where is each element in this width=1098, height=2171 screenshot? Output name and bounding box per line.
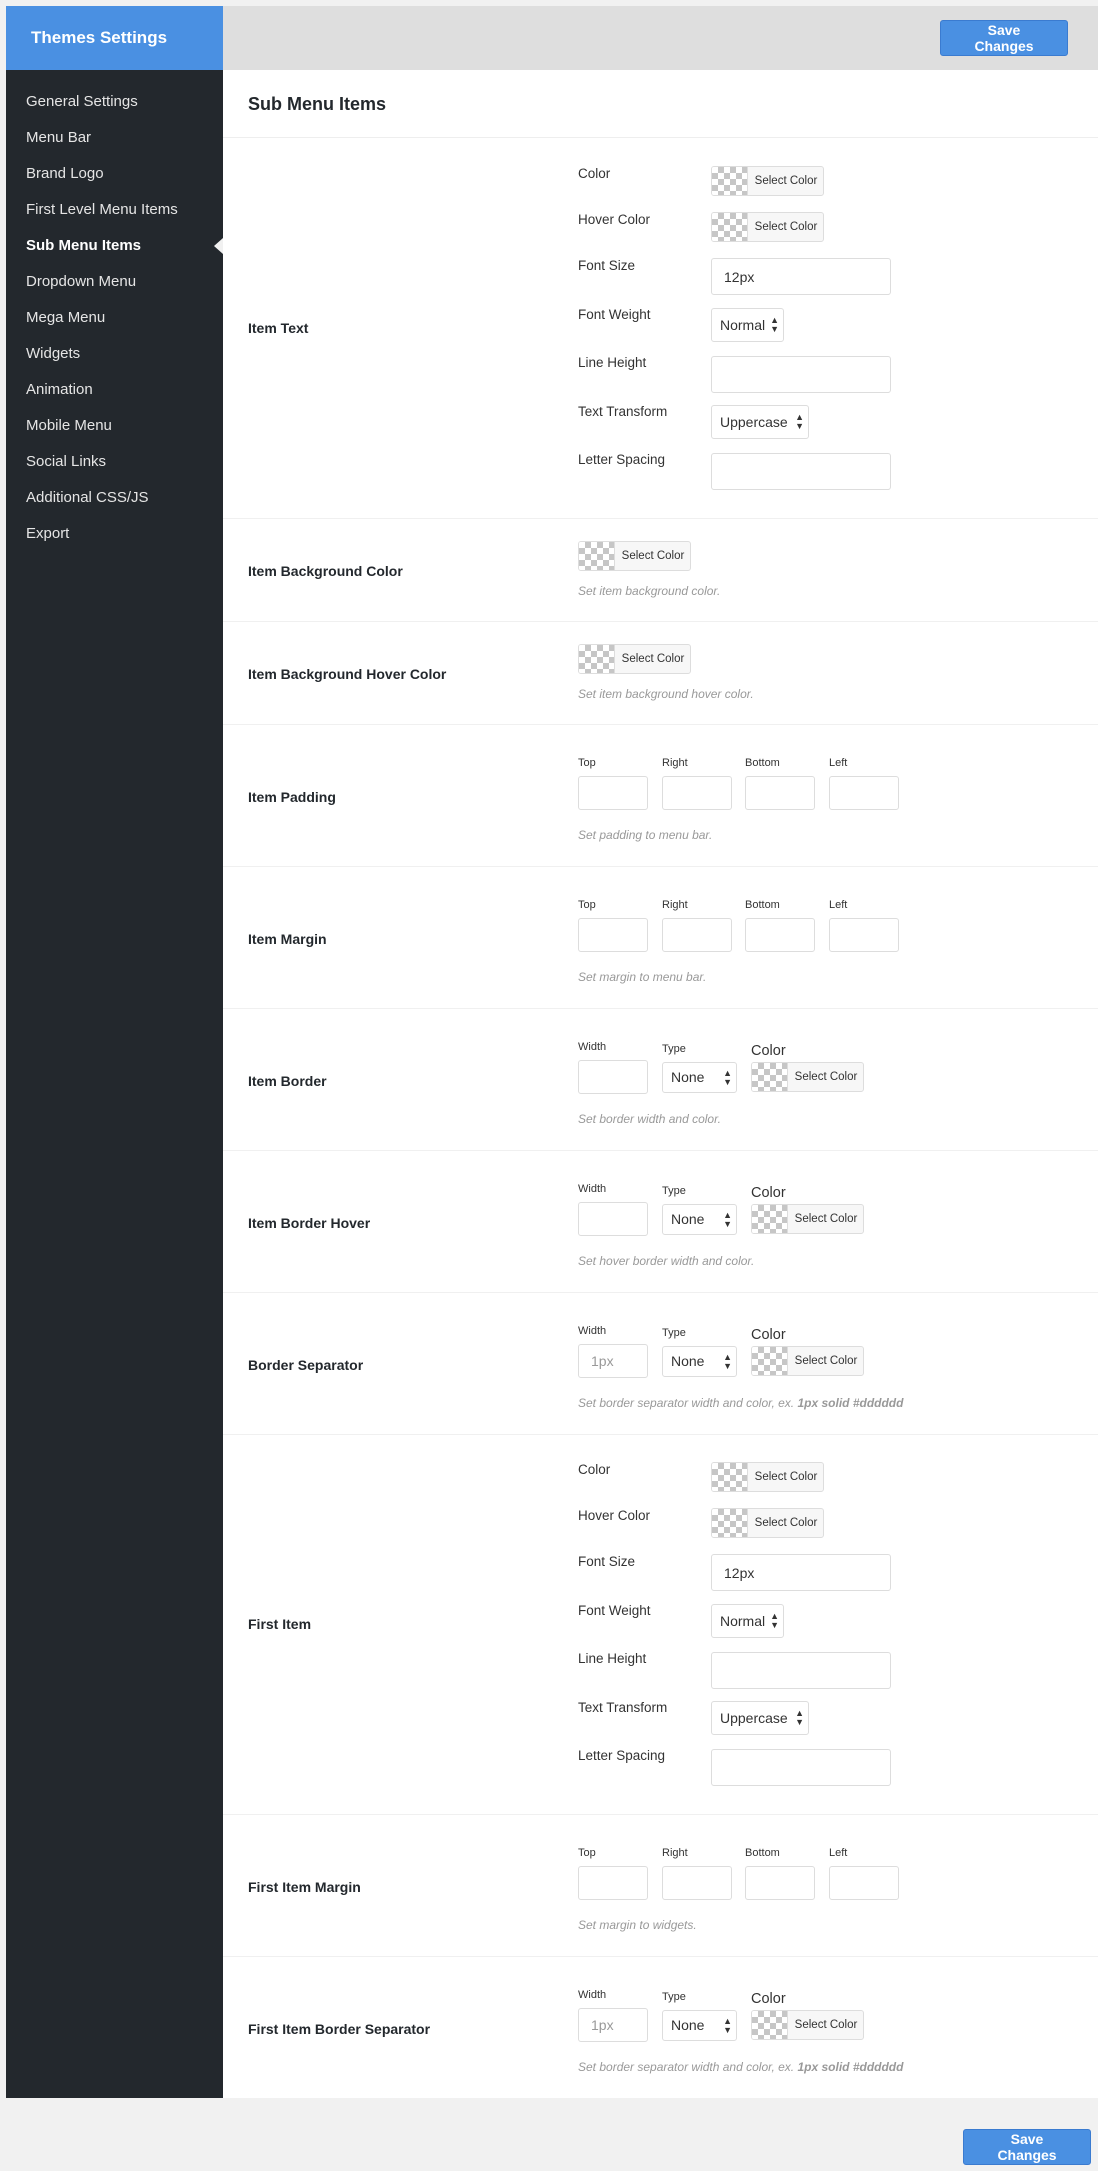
transparent-swatch-icon [579, 645, 615, 673]
padding-right-input[interactable] [662, 776, 732, 810]
separator-type-value: None [671, 1353, 705, 1369]
top-label: Top [578, 1847, 596, 1859]
sidebar-item-social-links[interactable]: Social Links [26, 453, 107, 470]
top-label: Top [578, 757, 596, 769]
letter-spacing-label: Letter Spacing [578, 1748, 666, 1763]
color-label: Color [751, 1185, 786, 1201]
type-label: Type [662, 1185, 686, 1197]
transparent-swatch-icon [752, 1205, 788, 1233]
first-margin-left-input[interactable] [829, 1866, 899, 1900]
font-weight-value: Normal [720, 1613, 766, 1629]
margin-right-input[interactable] [662, 918, 732, 952]
padding-bottom-input[interactable] [745, 776, 815, 810]
select-arrows-icon: ▲ ▼ [723, 1209, 732, 1229]
separator-color-picker-button[interactable] [751, 1346, 864, 1376]
sidebar-item-general-settings[interactable]: General Settings [26, 93, 138, 110]
border-hover-type-value: None [671, 1211, 705, 1227]
select-color-label: Select Color [754, 175, 818, 187]
row-first-item-margin [223, 1815, 1098, 1957]
settings-panel [223, 70, 1098, 2098]
select-arrows-icon: ▲ ▼ [795, 412, 804, 431]
hint-text [578, 2060, 903, 2074]
font-size-input[interactable] [711, 258, 891, 295]
separator-type-select[interactable] [662, 1346, 737, 1377]
type-label: Type [662, 1991, 686, 2003]
border-type-select[interactable] [662, 1062, 737, 1093]
select-arrows-icon: ▲ ▼ [723, 2015, 732, 2035]
line-height-input[interactable] [711, 356, 891, 393]
row-label: Item Border Hover [248, 1215, 371, 1231]
select-arrows-icon: ▲ ▼ [770, 315, 779, 334]
color-label: Color [578, 1462, 611, 1477]
sidebar-item-brand-logo[interactable]: Brand Logo [26, 165, 104, 182]
width-label: Width [578, 1183, 607, 1195]
type-label: Type [662, 1043, 686, 1055]
item-text-fields [578, 139, 978, 519]
hint-text-main: Set border separator width and color, ex. [578, 1396, 795, 1410]
letter-spacing-input[interactable] [711, 453, 891, 490]
select-arrows-icon: ▲ ▼ [723, 1067, 732, 1087]
select-color-label: Select Color [754, 1471, 818, 1483]
font-weight-select[interactable] [711, 1604, 784, 1638]
color-picker-button[interactable] [711, 166, 824, 196]
border-type-value: None [671, 1069, 705, 1085]
select-color-label: Select Color [754, 1517, 818, 1529]
select-color-label: Select Color [794, 1213, 858, 1225]
margin-top-input[interactable] [578, 918, 648, 952]
left-label: Left [829, 1847, 848, 1859]
first-margin-right-input[interactable] [662, 1866, 732, 1900]
width-label: Width [578, 1989, 607, 2001]
text-transform-select[interactable] [711, 405, 809, 439]
hint-text: Set item background color. [578, 584, 721, 598]
font-size-label: Font Size [578, 1554, 636, 1569]
page-title: Sub Menu Items [223, 70, 1098, 138]
first-separator-type-select[interactable] [662, 2010, 737, 2041]
sidebar-item-mega-menu[interactable]: Mega Menu [26, 309, 106, 326]
right-label: Right [662, 1847, 688, 1859]
hint-text-main: Set border separator width and color, ex. [578, 2060, 795, 2074]
sidebar-item-first-level-menu-items[interactable]: First Level Menu Items [26, 201, 178, 218]
transparent-swatch-icon [752, 2011, 788, 2039]
row-item-padding [223, 725, 1098, 867]
font-weight-select[interactable] [711, 308, 784, 342]
brand-title: Themes Settings [6, 6, 223, 70]
first-item-fields [578, 1435, 978, 1815]
left-label: Left [829, 899, 848, 911]
font-weight-label: Font Weight [578, 1603, 651, 1618]
color-label: Color [751, 1327, 786, 1343]
first-margin-top-input[interactable] [578, 1866, 648, 1900]
transparent-swatch-icon [712, 1509, 748, 1537]
bottom-label: Bottom [745, 899, 780, 911]
sidebar-item-animation[interactable]: Animation [26, 381, 93, 398]
color-label: Color [751, 1991, 786, 2007]
row-item-background-hover-color [223, 622, 1098, 725]
border-color-picker-button[interactable] [751, 1062, 864, 1092]
border-hover-width-input[interactable] [578, 1202, 648, 1236]
hover-color-label: Hover Color [578, 212, 651, 227]
text-transform-value: Uppercase [720, 1710, 788, 1726]
padding-left-input[interactable] [829, 776, 899, 810]
hover-color-label: Hover Color [578, 1508, 651, 1523]
type-label: Type [662, 1327, 686, 1339]
select-arrows-icon: ▲ ▼ [795, 1708, 804, 1727]
row-item-border-hover [223, 1151, 1098, 1293]
save-changes-button-bottom[interactable]: Save Changes [963, 2129, 1091, 2165]
row-first-item-border-separator [223, 1957, 1098, 2098]
hint-text [578, 1396, 903, 1410]
row-item-background-color [223, 519, 1098, 622]
row-label: Item Padding [248, 789, 336, 805]
item-background-color-picker-button[interactable] [578, 541, 691, 571]
color-label: Color [751, 1043, 786, 1059]
line-height-input[interactable] [711, 1652, 891, 1689]
text-transform-value: Uppercase [720, 414, 788, 430]
transparent-swatch-icon [752, 1063, 788, 1091]
row-label: Item Border [248, 1073, 327, 1089]
row-item-margin [223, 867, 1098, 1009]
select-color-label: Select Color [794, 2019, 858, 2031]
transparent-swatch-icon [579, 542, 615, 570]
first-margin-bottom-input[interactable] [745, 1866, 815, 1900]
select-color-label: Select Color [621, 653, 685, 665]
sidebar-item-export[interactable]: Export [26, 525, 70, 542]
sidebar-item-menu-bar[interactable]: Menu Bar [26, 129, 92, 146]
border-width-input[interactable] [578, 1060, 648, 1094]
width-label: Width [578, 1041, 607, 1053]
hint-text: Set margin to widgets. [578, 1918, 697, 1932]
padding-top-input[interactable] [578, 776, 648, 810]
sidebar-item-sub-menu-items[interactable]: Sub Menu Items [6, 228, 223, 264]
first-separator-type-value: None [671, 2017, 705, 2033]
border-hover-type-select[interactable] [662, 1204, 737, 1235]
row-label: Item Background Hover Color [248, 666, 447, 682]
color-picker-button[interactable] [711, 1462, 824, 1492]
bottom-label: Bottom [745, 1847, 780, 1859]
item-background-hover-color-picker-button[interactable] [578, 644, 691, 674]
font-size-label: Font Size [578, 258, 636, 273]
row-first-item [223, 1435, 1098, 1815]
select-color-label: Select Color [754, 221, 818, 233]
letter-spacing-input[interactable] [711, 1749, 891, 1786]
select-color-label: Select Color [621, 550, 685, 562]
font-weight-value: Normal [720, 317, 766, 333]
row-label: Item Background Color [248, 563, 403, 579]
hint-text: Set hover border width and color. [578, 1254, 755, 1268]
color-label: Color [578, 166, 611, 181]
sidebar-item-additional-css-js[interactable]: Additional CSS/JS [26, 489, 149, 506]
hint-example: 1px solid #dddddd [797, 1396, 904, 1410]
sidebar-nav [6, 84, 223, 552]
text-transform-label: Text Transform [578, 1700, 668, 1715]
row-label: First Item Border Separator [248, 2021, 431, 2037]
sidebar [6, 6, 223, 2098]
transparent-swatch-icon [712, 213, 748, 241]
margin-bottom-input[interactable] [745, 918, 815, 952]
row-label: Item Text [248, 320, 309, 336]
hint-text: Set item background hover color. [578, 687, 754, 701]
separator-width-input[interactable] [578, 1344, 648, 1378]
row-label: First Item Margin [248, 1879, 361, 1895]
sidebar-item-mobile-menu[interactable]: Mobile Menu [26, 417, 112, 434]
hint-example: 1px solid #dddddd [797, 2060, 904, 2074]
row-label: First Item [248, 1616, 312, 1632]
row-label: Border Separator [248, 1357, 364, 1373]
width-label: Width [578, 1325, 607, 1337]
left-label: Left [829, 757, 848, 769]
hint-text: Set padding to menu bar. [578, 828, 713, 842]
top-bar [223, 6, 1098, 70]
hover-color-picker-button[interactable] [711, 1508, 824, 1538]
line-height-label: Line Height [578, 355, 647, 370]
margin-left-input[interactable] [829, 918, 899, 952]
font-weight-label: Font Weight [578, 307, 651, 322]
transparent-swatch-icon [712, 1463, 748, 1491]
line-height-label: Line Height [578, 1651, 647, 1666]
top-label: Top [578, 899, 596, 911]
row-item-border [223, 1009, 1098, 1151]
border-hover-color-picker-button[interactable] [751, 1204, 864, 1234]
letter-spacing-label: Letter Spacing [578, 452, 666, 467]
hover-color-picker-button[interactable] [711, 212, 824, 242]
first-separator-width-input[interactable] [578, 2008, 648, 2042]
hint-text: Set border width and color. [578, 1112, 721, 1126]
transparent-swatch-icon [752, 1347, 788, 1375]
save-changes-button-top[interactable]: Save Changes [940, 20, 1068, 56]
row-border-separator [223, 1293, 1098, 1435]
hint-text: Set margin to menu bar. [578, 970, 707, 984]
right-label: Right [662, 757, 688, 769]
select-arrows-icon: ▲ ▼ [723, 1351, 732, 1371]
select-arrows-icon: ▲ ▼ [770, 1611, 779, 1630]
sidebar-item-dropdown-menu[interactable]: Dropdown Menu [26, 273, 137, 290]
font-size-input[interactable] [711, 1554, 891, 1591]
sidebar-item-widgets[interactable]: Widgets [26, 345, 81, 362]
row-label: Item Margin [248, 931, 327, 947]
select-color-label: Select Color [794, 1355, 858, 1367]
row-item-text [223, 139, 1098, 519]
text-transform-label: Text Transform [578, 404, 668, 419]
right-label: Right [662, 899, 688, 911]
text-transform-select[interactable] [711, 1701, 809, 1735]
first-separator-color-picker-button[interactable] [751, 2010, 864, 2040]
bottom-label: Bottom [745, 757, 780, 769]
transparent-swatch-icon [712, 167, 748, 195]
select-color-label: Select Color [794, 1071, 858, 1083]
